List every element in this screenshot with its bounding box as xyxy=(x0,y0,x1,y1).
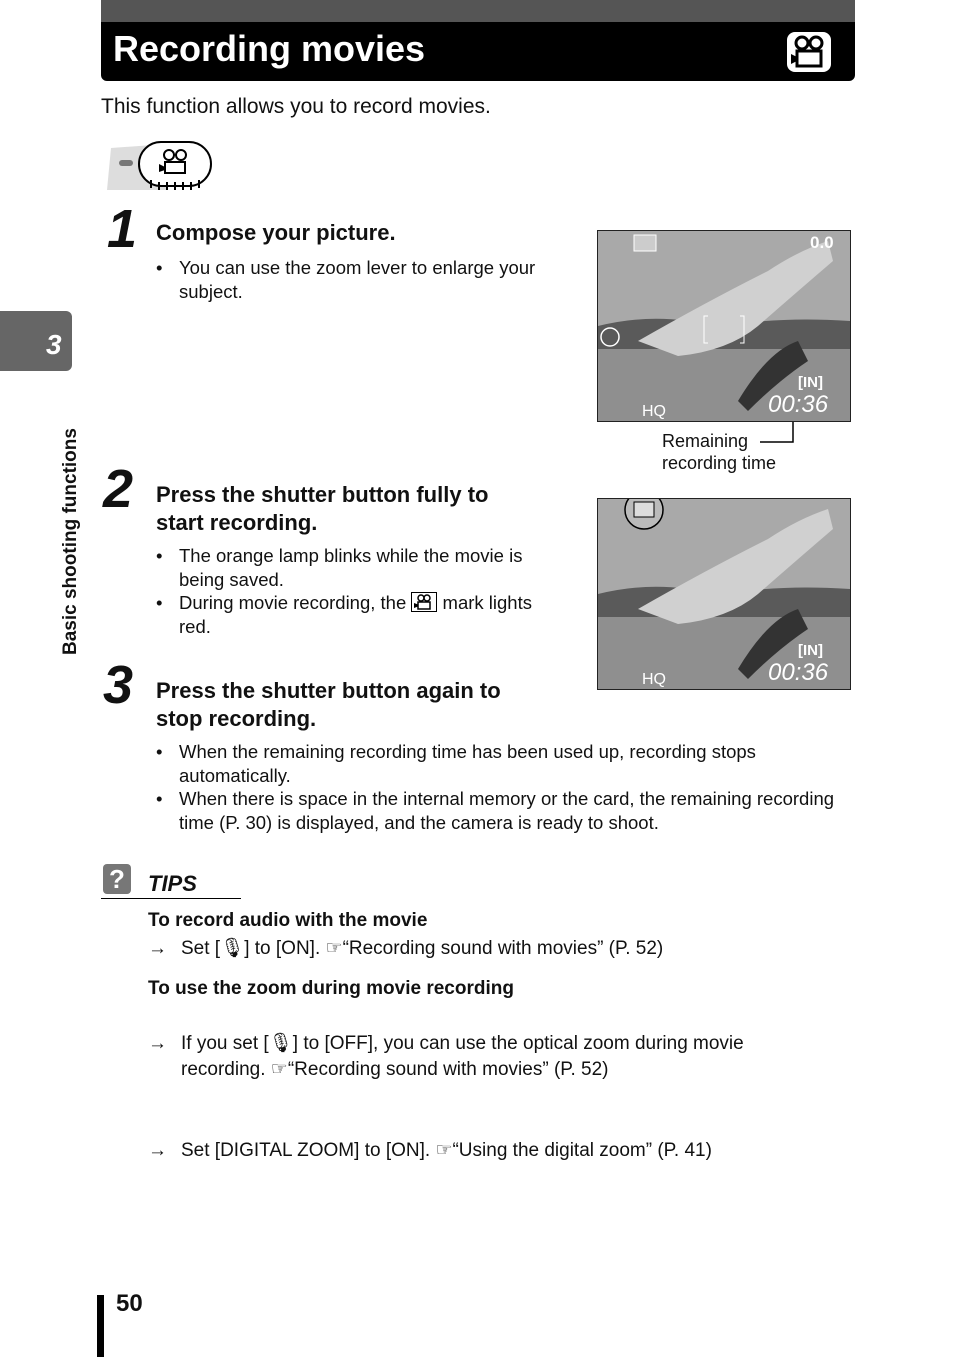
tip-heading: To use the zoom during movie recording xyxy=(148,978,514,999)
step-1-title: Compose your picture. xyxy=(156,220,396,245)
step-2-bullet-text: mark lights red. xyxy=(179,592,532,637)
arrow-right-icon: → xyxy=(148,1140,167,1161)
reference-hand-icon: ☞ xyxy=(270,1059,288,1080)
step-3-bullet: • When the remaining recording time has been used up, recording stops automatically. xyxy=(156,740,836,787)
remaining-time: 00:36 xyxy=(768,659,829,686)
step-1-bullets xyxy=(156,256,546,303)
movie-camera-icon xyxy=(787,32,831,72)
tip-heading: To record audio with the movie xyxy=(148,910,428,931)
remaining-time-callout xyxy=(662,430,776,474)
step-2-title-line-2: start recording. xyxy=(156,510,318,535)
step-3-title xyxy=(156,677,501,733)
step-1-bullet: • You can use the zoom lever to enlarge your subject. xyxy=(156,256,546,303)
memory-indicator: [IN] xyxy=(798,374,823,391)
intro-text: This function allows you to record movies. xyxy=(101,95,491,118)
zoom-readout: 0.0 xyxy=(810,233,834,252)
tip-text: recording. xyxy=(181,1059,266,1080)
arrow-right-icon: → xyxy=(148,938,167,959)
reference-hand-icon: ☞ xyxy=(435,1140,453,1161)
reference-hand-icon: ☞ xyxy=(325,938,343,959)
chapter-tab xyxy=(0,311,72,371)
tips-title: TIPS xyxy=(148,871,197,896)
remaining-time: 00:36 xyxy=(768,391,829,418)
arrow-right-icon: → xyxy=(148,1033,167,1054)
tip-item xyxy=(148,936,881,962)
tips-divider xyxy=(101,898,241,899)
step-2-bullet: • The orange lamp blinks while the movie is being saved. xyxy=(156,544,546,591)
page-title: Recording movies xyxy=(113,28,426,69)
step-2-number: 2 xyxy=(103,459,134,519)
header-top-strip xyxy=(101,0,855,22)
tip-text: Set [DIGITAL ZOOM] to [ON]. xyxy=(181,1140,431,1161)
header-bar xyxy=(101,0,855,81)
tip-text: ] to [OFF], you can use the optical zoom during movie xyxy=(292,1033,744,1054)
tips-question-icon: ? xyxy=(103,864,131,894)
mode-dial-movie-icon xyxy=(103,140,215,194)
step-2-bullet xyxy=(156,591,546,638)
step-3-bullet: • When there is space in the internal memory or the card, the remaining recording time (P. 30) is displayed, and the camera is ready to shoot. xyxy=(156,787,836,834)
callout-line-2: recording time xyxy=(662,453,777,473)
tip-reference: “Recording sound with movies” (P. 52) xyxy=(342,938,664,959)
step-3-title-line-1: Press the shutter button again to xyxy=(156,678,501,703)
step-3-number: 3 xyxy=(103,655,134,715)
step-2-bullet-text: During movie recording, the xyxy=(179,592,407,613)
tip-item xyxy=(148,1138,881,1164)
camera-screen-standby xyxy=(597,230,851,422)
step-2-bullets xyxy=(156,544,546,638)
page-number-bar xyxy=(97,1295,104,1357)
tip-reference: “Using the digital zoom” (P. 41) xyxy=(452,1140,712,1161)
tip-reference: “Recording sound with movies” (P. 52) xyxy=(287,1059,609,1080)
camera-screen-recording xyxy=(597,498,851,690)
step-1-number: 1 xyxy=(107,199,138,259)
tip-text: ] to [ON]. xyxy=(244,938,321,959)
microphone-icon: 🎙 xyxy=(220,938,245,959)
page-number: 50 xyxy=(116,1290,143,1317)
memory-indicator: [IN] xyxy=(798,642,823,659)
movie-mark-icon xyxy=(411,592,437,612)
tip-item xyxy=(148,1031,881,1083)
tip-text: Set [ xyxy=(181,938,221,959)
quality-indicator: HQ xyxy=(642,671,666,688)
step-2-title xyxy=(156,481,488,537)
chapter-label: Basic shooting functions xyxy=(60,428,81,655)
microphone-icon: 🎙 xyxy=(268,1033,293,1054)
tip-text: If you set [ xyxy=(181,1033,269,1054)
callout-line-1: Remaining xyxy=(662,431,749,451)
quality-indicator: HQ xyxy=(642,403,666,420)
step-2-title-line-1: Press the shutter button fully to xyxy=(156,482,489,507)
callout-leader-line xyxy=(760,422,796,444)
chapter-number: 3 xyxy=(46,329,62,360)
step-3-title-line-2: stop recording. xyxy=(156,706,317,731)
step-3-bullets xyxy=(156,740,836,834)
